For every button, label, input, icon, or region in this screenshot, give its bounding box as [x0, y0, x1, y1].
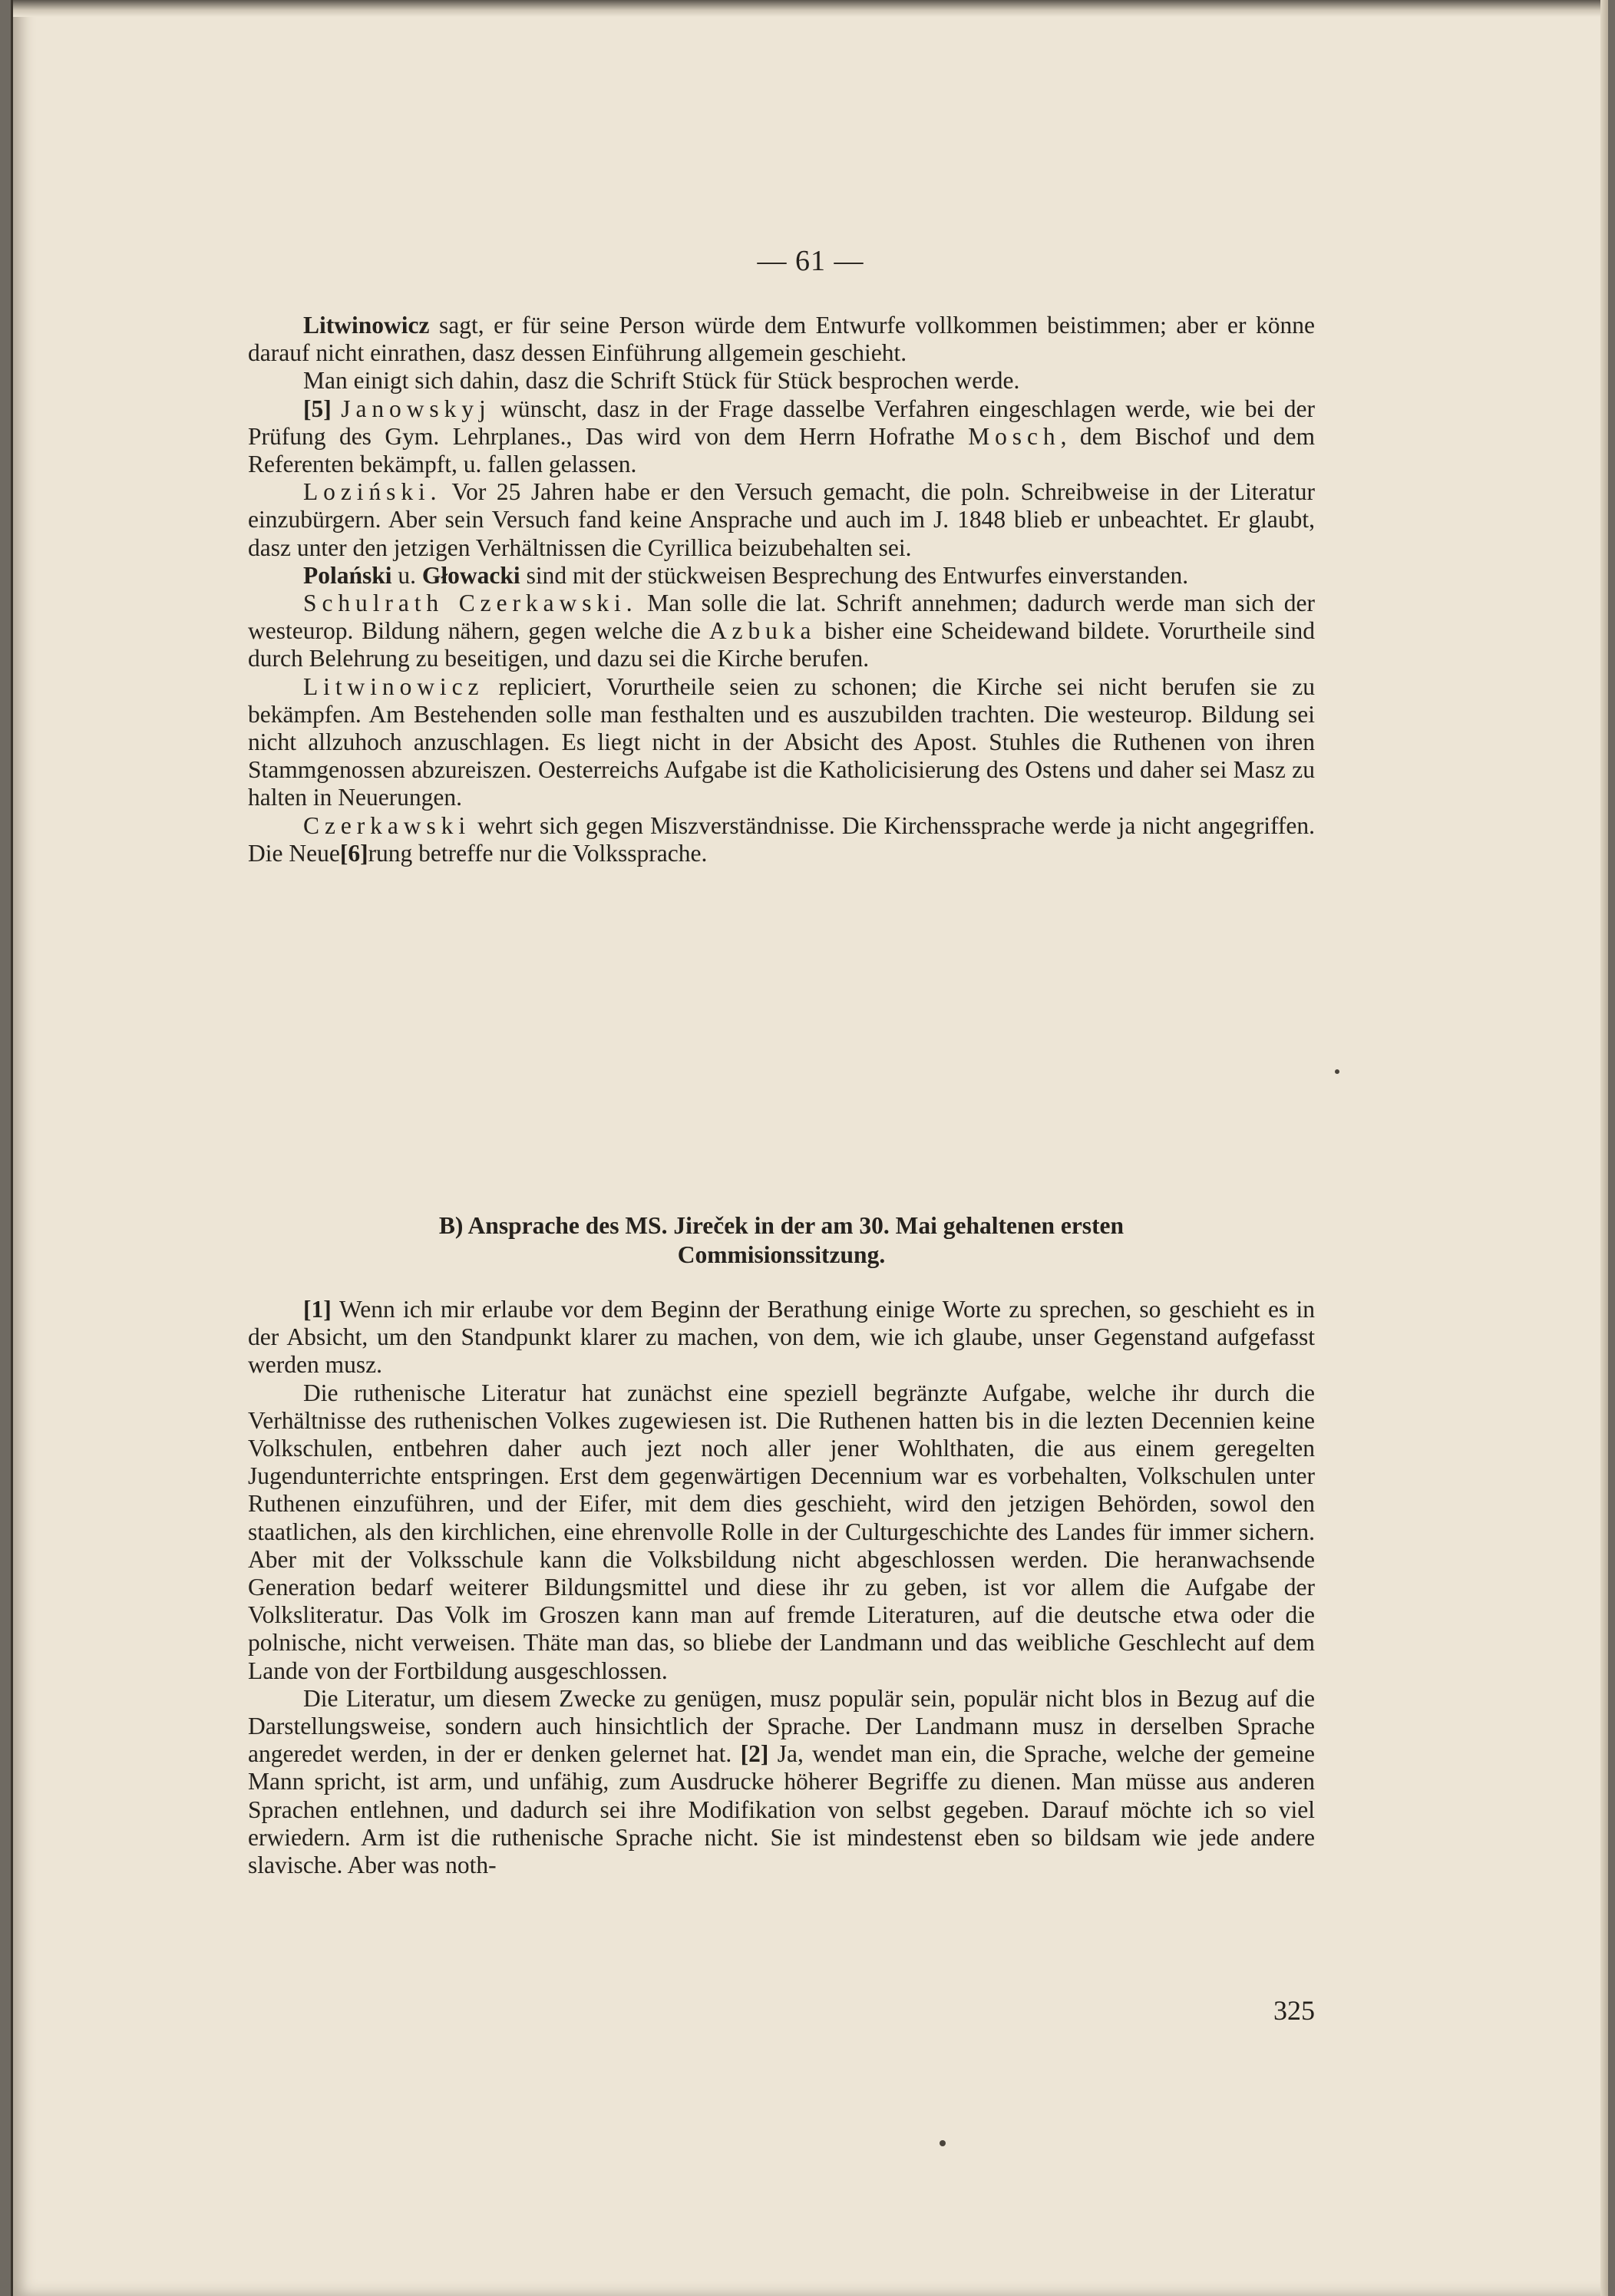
text-run: bisher eine Scheidewand bildete. Vorurtheile sind durch Belehrung zu beseitigen, und dazu sei die Kirche berufen.	[248, 617, 1315, 672]
spaced-name: Loziński.	[303, 478, 442, 506]
text-run: Die Literatur, um diesem Zwecke zu genügen, musz populär sein, populär nicht blos in Bezug auf die Darstellungsweise, sondern auch hinsichtlich der Sprache. Der Landmann musz in derselben Sprache angeredet werden, in der er denken gelernet hat.	[248, 1684, 1315, 1768]
text-run: , dem Bischof und dem Referenten bekämpft, u. fallen gelassen.	[248, 422, 1315, 478]
speech-paragraph-3	[248, 1685, 1315, 1879]
text-run: sind mit der stückweisen Besprechung des Entwurfes einverstanden.	[520, 561, 1189, 589]
text-run: repliciert, Vorurtheile seien zu schonen; die Kirche sei nicht berufen sie zu bekämpfen. Am Bestehenden solle man festhalten und es auszubilden trachten. Die westeurop. Bildung sei nicht allzuhoch anzuschlagen. Es liegt nicht in der Absicht des Apost. Stuhles die Ruthenen von ihren Stammgenossen abzureiszen. Oesterreichs Aufgabe ist die Katholicisierung des Ostens und daher sei Masz zu halten in Neuerungen.	[248, 672, 1315, 811]
speech-section-b	[248, 1211, 1315, 1879]
margin-speck	[1335, 1069, 1339, 1074]
paragraph-litwinowicz-1	[248, 312, 1315, 367]
text-run: Ja, wendet man ein, die Sprache, welche der gemeine Mann spricht, ist arm, und unfähig, zum Ausdrucke höherer Begriffe zu dienen. Man müsse aus anderen Sprachen entlehnen, und dadurch sei ihre Modifikation von selbst gegeben. Darauf möchte ich so viel erwiedern. Arm ist die ruthenische Sprache nicht. Sie ist mindestenst eben so bildsam wie jede andere slavische. Aber was noth-	[248, 1740, 1315, 1879]
spaced-name: Azbuka	[708, 617, 817, 645]
paragraph-czerkawski-2	[248, 812, 1315, 867]
bold-text: Polański	[303, 561, 392, 589]
section-heading-line-2: Commisionssitzung.	[677, 1241, 886, 1268]
spaced-name: Mosch	[968, 422, 1061, 450]
book-page	[11, 0, 1608, 2296]
text-run: wehrt sich gegen Miszverständnisse. Die Kirchenssprache werde ja nicht angegriffen. Die Neue	[248, 811, 1315, 867]
paragraph-janowskyj	[248, 395, 1315, 479]
text-run: Vor 25 Jahren habe er den Versuch gemacht, die poln. Schreibweise in der Literatur einzubürgern. Aber sein Versuch fand keine Ansprache und auch im J. 1848 blieb er unbeachtet. Er glaubt, dasz unter den jetzigen Verhältnissen die Cyrillica beizubehalten sei.	[248, 478, 1315, 561]
bold-text: [6]	[339, 839, 368, 867]
paragraph-czerkawski-1	[248, 590, 1315, 673]
section-heading	[248, 1211, 1315, 1270]
text-run: Man einigt sich dahin, dasz die Schrift Stück für Stück besprochen werde.	[303, 367, 1020, 395]
text-run: Die ruthenische Literatur hat zunächst eine speziell begränzte Aufgabe, welche ihr durch die Verhältnisse des ruthenischen Volkes zugewiesen ist. Die Ruthenen hatten bis in die lezten Decennien keine Volkschulen, entbehren daher auch jezt noch aller jener Wohlthaten, die aus einem geregelten Jugendunterrichte entspringen. Erst dem gegenwärtigen Decennium war es vorbehalten, Volkschulen unter Ruthenen einzuführen, und der Eifer, mit dem dies geschieht, wird den jetzigen Behörden, sowol den staatlichen, als den kirchlichen, eine ehrenvolle Rolle in der Culturgeschichte des Landes für immer sichern. Aber mit der Volksschule kann die Volksbildung nicht abgeschlossen werden. Die heranwachsende Generation bedarf weiterer Bildungsmittel und diese ihr zu geben, ist vor allem die Aufgabe der Volksliteratur. Das Volk im Groszen kann man auf fremde Literaturen, auf die deutsche etwa oder die polnische, nicht verweisen. Thäte man das, so bliebe der Landmann und das weibliche Geschlecht auf dem Lande von der Fortbildung ausgeschlossen.	[248, 1379, 1315, 1684]
paragraph-lozinski	[248, 478, 1315, 562]
text-run: rung betreffe nur die Volkssprache.	[368, 839, 708, 867]
spaced-name: Schulrath Czerkawski.	[303, 590, 638, 617]
spaced-name: Litwinowicz	[303, 672, 484, 700]
page-header: — 61 —	[757, 245, 864, 277]
spaced-name: Czerkawski	[303, 811, 471, 839]
bold-text: [2]	[740, 1740, 769, 1768]
bold-text: Głowacki	[421, 561, 520, 589]
page-footer-number: 325	[1273, 1995, 1315, 2026]
bold-text: [1]	[303, 1296, 340, 1323]
bottom-speck	[940, 2140, 946, 2146]
text-run: sagt, er für seine Person würde dem Entwurfe vollkommen beistimmen; aber er könne darauf nicht einrathen, dasz dessen Einführung allgemein geschieht.	[248, 312, 1315, 367]
paragraph-polanski-glowacki	[248, 562, 1315, 590]
speech-paragraph-2	[248, 1379, 1315, 1685]
spaced-name: Janowskyj	[341, 395, 491, 422]
bold-text: [5]	[303, 395, 342, 422]
text-run: u.	[391, 561, 422, 589]
protocol-section-a	[248, 312, 1315, 867]
bold-text: Litwinowicz	[303, 312, 430, 339]
text-run: Wenn ich mir erlaube vor dem Beginn der Berathung einige Worte zu sprechen, so geschieht es in der Absicht, um den Standpunkt klarer zu machen, von dem, wie ich glaube, unser Gegenstand aufgefasst werden musz.	[248, 1296, 1315, 1379]
text-run: wünscht, dasz in der Frage dasselbe Verfahren eingeschlagen werde, wie bei der Prüfung des Gym. Lehrplanes., Das wird von dem Herrn Hofrathe	[248, 395, 1315, 450]
section-heading-line-1: B) Ansprache des MS. Jireček in der am 30. Mai gehaltenen ersten	[438, 1212, 1125, 1239]
text-run: Man solle die lat. Schrift annehmen; dadurch werde man sich der westeurop. Bildung nähern, gegen welche die	[248, 590, 1315, 645]
paragraph-agreement	[248, 367, 1315, 395]
paragraph-litwinowicz-2	[248, 673, 1315, 812]
speech-paragraph-1	[248, 1296, 1315, 1379]
